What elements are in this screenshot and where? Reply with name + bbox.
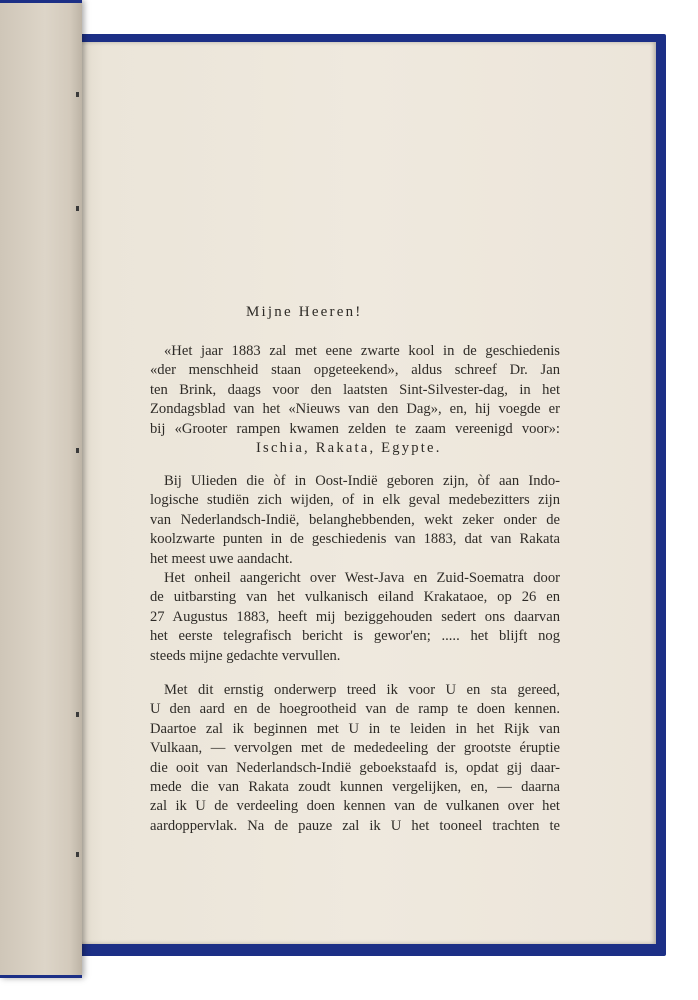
text-line: steeds mijne gedachte vervullen.: [150, 647, 341, 664]
text-line: Zondagsblad van het «Nieuws van den Dag», en, hij voegde er: [150, 401, 560, 418]
paragraph-2: [150, 472, 560, 569]
text-line: Daartoe zal ik beginnen met U in te leiden in het Rijk van: [150, 720, 560, 737]
text-line: Met dit ernstig onderwerp treed ik voor U en sta gereed,: [164, 682, 560, 698]
text-line-centered: Ischia, Rakata, Egypte.: [256, 440, 442, 457]
text-line: bij «Grooter rampen kwamen zelden te zaam vereenigd voor»:: [150, 420, 560, 437]
text-line: Het onheil aangericht over West-Java en Zuid-Soematra door: [164, 570, 560, 586]
binding-stitch: [76, 92, 79, 97]
text-line: Bij Ulieden die òf in Oost-Indië geboren zijn, òf aan Indo-: [164, 473, 560, 489]
binding-stitch: [76, 206, 79, 211]
paragraph-3: [150, 569, 560, 666]
text-line: van Nederlandsch-Indië, belanghebbenden, wekt zeker onder de: [150, 511, 560, 528]
text-line: die ooit van Nederlandsch-Indië geboekstaafd is, opdat gij daar-: [150, 759, 560, 776]
text-line: logische studiën zich wijden, of in elk geval medebezitters zijn: [150, 492, 560, 509]
salutation-heading: Mijne Heeren!: [246, 304, 363, 320]
text-line: U den aard en de hoegrootheid van de ramp te doen kennen.: [150, 701, 560, 718]
binding-stitch: [76, 448, 79, 453]
paragraph-4: [150, 681, 560, 836]
text-line: het meest uwe aandacht.: [150, 550, 293, 567]
binding-stitch: [76, 712, 79, 717]
left-endpaper: [0, 0, 82, 978]
text-line: «der menschheid staan opgeteekend», aldus schreef Dr. Jan: [150, 362, 560, 379]
text-line: «Het jaar 1883 zal met eene zwarte kool in de geschiedenis: [164, 343, 560, 359]
text-line: koolzwarte punten in de geschiedenis van 1883, dat van Rakata: [150, 531, 560, 548]
text-line: mede die van Rakata zoudt kunnen vergelijken, en, — daarna: [150, 779, 560, 796]
text-line: 27 Augustus 1883, heeft mij beziggehouden sedert ons daarvan: [150, 608, 560, 625]
text-line: Vulkaan, — vervolgen met de mededeeling der grootste éruptie: [150, 740, 560, 757]
paragraph-1: [150, 342, 560, 458]
binding-stitch: [76, 852, 79, 857]
text-line: de uitbarsting van het vulkanisch eiland Krakataoe, op 26 en: [150, 589, 560, 606]
text-line: aardoppervlak. Na de pauze zal ik U het tooneel trachten te: [150, 817, 560, 834]
text-line: het eerste telegrafisch bericht is gewor'en; ..... het blijft nog: [150, 628, 560, 645]
text-line: ten Brink, daags voor den laatsten Sint-Silvester-dag, in het: [150, 381, 560, 398]
text-line: zal ik U de verdeeling doen kennen van de vulkanen over het: [150, 798, 560, 815]
